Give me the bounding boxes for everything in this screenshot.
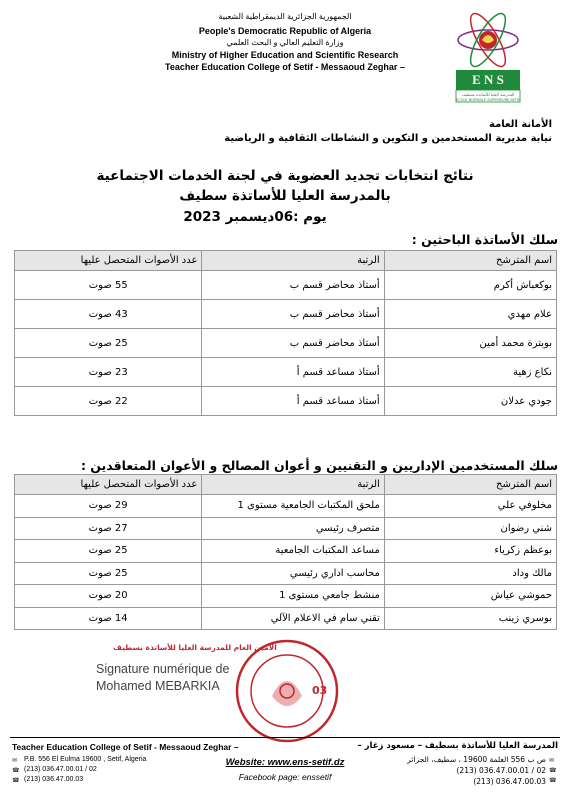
footer-phone2: (213) 036.47.00.03	[24, 776, 84, 783]
rank-cell: أستاذ مساعد قسم أ	[202, 358, 384, 387]
rank-cell: أستاذ محاضر قسم ب	[202, 329, 384, 358]
signature-ar-title: الأمين العام للمدرسة العليا للأساتذة بسطيف	[113, 643, 277, 652]
footer-ar-phone1: (213) 036.47.00.01 / 02	[456, 766, 546, 775]
logo-text: E N S	[472, 72, 504, 87]
table-row	[15, 300, 557, 329]
header-en-republic: People's Democratic Republic of Algeria	[198, 26, 372, 36]
footer-website[interactable]: Website: www.ens-setif.dz	[225, 757, 345, 768]
footer-facebook[interactable]: Facebook page: enssetif	[238, 772, 332, 782]
rank-cell: محاسب اداري رئيسي	[202, 562, 385, 585]
section2-heading: سلك المستخدمين الإداريين و التقنيين و أعوان المصالح و الأعوان المتعاقدين :	[80, 458, 558, 473]
table-row	[15, 329, 557, 358]
table-row	[15, 387, 557, 416]
votes-cell: 23 صوت	[15, 358, 202, 387]
candidate-name-cell: حموشي عياش	[384, 585, 556, 608]
candidate-name-cell: بوسري زينب	[384, 607, 556, 630]
header-ar-ministry: وزارة التعليم العالي و البحث العلمي	[226, 38, 344, 47]
table-header-row	[15, 251, 557, 271]
header-en-college: Teacher Education College of Setif - Messaoud Zeghar –	[165, 62, 405, 72]
col-rank: الرتبة	[202, 475, 385, 495]
signature-line2: Mohamed MEBARKIA	[96, 679, 220, 693]
votes-cell: 27 صوت	[15, 517, 202, 540]
dept-line1: الأمانة العامة	[489, 119, 552, 130]
rank-cell: أستاذ محاضر قسم ب	[202, 271, 384, 300]
footer-ar-address: ص ب 556 العلمة 19600 ، سطيف، الجزائر	[407, 755, 546, 764]
rank-cell: أستاذ محاضر قسم ب	[202, 300, 384, 329]
header-ar-republic: الجمهورية الجزائرية الديمقراطية الشعبية	[218, 12, 352, 21]
votes-cell: 43 صوت	[15, 300, 202, 329]
table-row	[15, 585, 557, 608]
table-staff	[14, 474, 557, 630]
section1-heading: سلك الأساتذة الباحثين :	[411, 232, 558, 247]
votes-cell: 55 صوت	[15, 271, 202, 300]
rank-cell: منشط جامعي مستوى 1	[202, 585, 385, 608]
candidate-name-cell: بوعظم زكرياء	[384, 540, 556, 563]
ens-logo	[448, 8, 528, 106]
rank-cell: أستاذ مساعد قسم أ	[202, 387, 384, 416]
candidate-name-cell: مالك وداد	[384, 562, 556, 585]
footer-divider	[10, 737, 560, 738]
title-date: يوم :06ديسمبر 2023	[183, 209, 327, 225]
votes-cell: 25 صوت	[15, 540, 202, 563]
header-en-ministry: Ministry of Higher Education and Scientific Research	[171, 50, 399, 60]
col-votes: عدد الأصوات المتحصل عليها	[15, 475, 202, 495]
table-researchers	[14, 250, 557, 416]
title-line2: بالمدرسة العليا للأساتذة سطيف	[179, 188, 391, 204]
candidate-name-cell: مخلوفي علي	[384, 495, 556, 518]
candidate-name-cell: علام مهدي	[384, 300, 556, 329]
table-row	[15, 562, 557, 585]
table-row	[15, 271, 557, 300]
votes-cell: 25 صوت	[15, 329, 202, 358]
rank-cell: مساعد المكتبات الجامعية	[202, 540, 385, 563]
table-row	[15, 517, 557, 540]
footer-phone1: (213) 036.47.00.01 / 02	[24, 766, 97, 773]
official-stamp	[232, 636, 342, 746]
candidate-name-cell: بوكعباش أكرم	[384, 271, 556, 300]
rank-cell: تقني سام في الاعلام الآلي	[202, 607, 385, 630]
table-row	[15, 495, 557, 518]
rank-cell: ملحق المكتبات الجامعية مستوى 1	[202, 495, 385, 518]
rank-cell: متصرف رئيسي	[202, 517, 385, 540]
footer-en-college: Teacher Education College of Setif - Messaoud Zeghar –	[12, 742, 239, 752]
footer-ar-phone2: (213) 036.47.00.03	[473, 777, 546, 786]
col-votes: عدد الأصوات المتحصل عليها	[15, 251, 202, 271]
logo-arabic: المدرسة العليا للأساتذة بسطيف	[461, 92, 515, 97]
logo-sub: ECOLE NORMALE SUPERIEURE SETIF	[456, 98, 520, 102]
candidate-name-cell: جودي عدلان	[384, 387, 556, 416]
title-line1: نتائج انتخابات تجديد العضوية في لجنة الخدمات الاجتماعية	[96, 168, 474, 184]
table-row	[15, 607, 557, 630]
votes-cell: 29 صوت	[15, 495, 202, 518]
candidate-name-cell: بوبترة محمد أمين	[384, 329, 556, 358]
dept-line2: نيابة مديرية المستخدمين و التكوين و النشاطات الثقافية و الرياضية	[224, 133, 552, 144]
table-row	[15, 358, 557, 387]
votes-cell: 14 صوت	[15, 607, 202, 630]
footer-contact-icons: ✉ ☎ ☎	[12, 757, 20, 784]
votes-cell: 20 صوت	[15, 585, 202, 608]
stamp-number: 03	[312, 684, 328, 697]
table-row	[15, 540, 557, 563]
candidate-name-cell: نكاع زهية	[384, 358, 556, 387]
footer-ar-college: المدرسة العليا للأساتذة بسطيف – مسعود زغار –	[357, 741, 558, 751]
col-candidate: اسم المترشح	[384, 251, 556, 271]
col-candidate: اسم المترشح	[384, 475, 556, 495]
candidate-name-cell: شني رضوان	[384, 517, 556, 540]
signature-line1: Signature numérique de	[96, 662, 230, 676]
votes-cell: 22 صوت	[15, 387, 202, 416]
table-header-row	[15, 475, 557, 495]
footer-address: P.B. 556 El Eulma 19600 , Setif, Algeria	[24, 756, 147, 763]
footer-ar-contact-icons: ✉ ☎ ☎	[549, 757, 557, 784]
votes-cell: 25 صوت	[15, 562, 202, 585]
col-rank: الرتبة	[202, 251, 384, 271]
